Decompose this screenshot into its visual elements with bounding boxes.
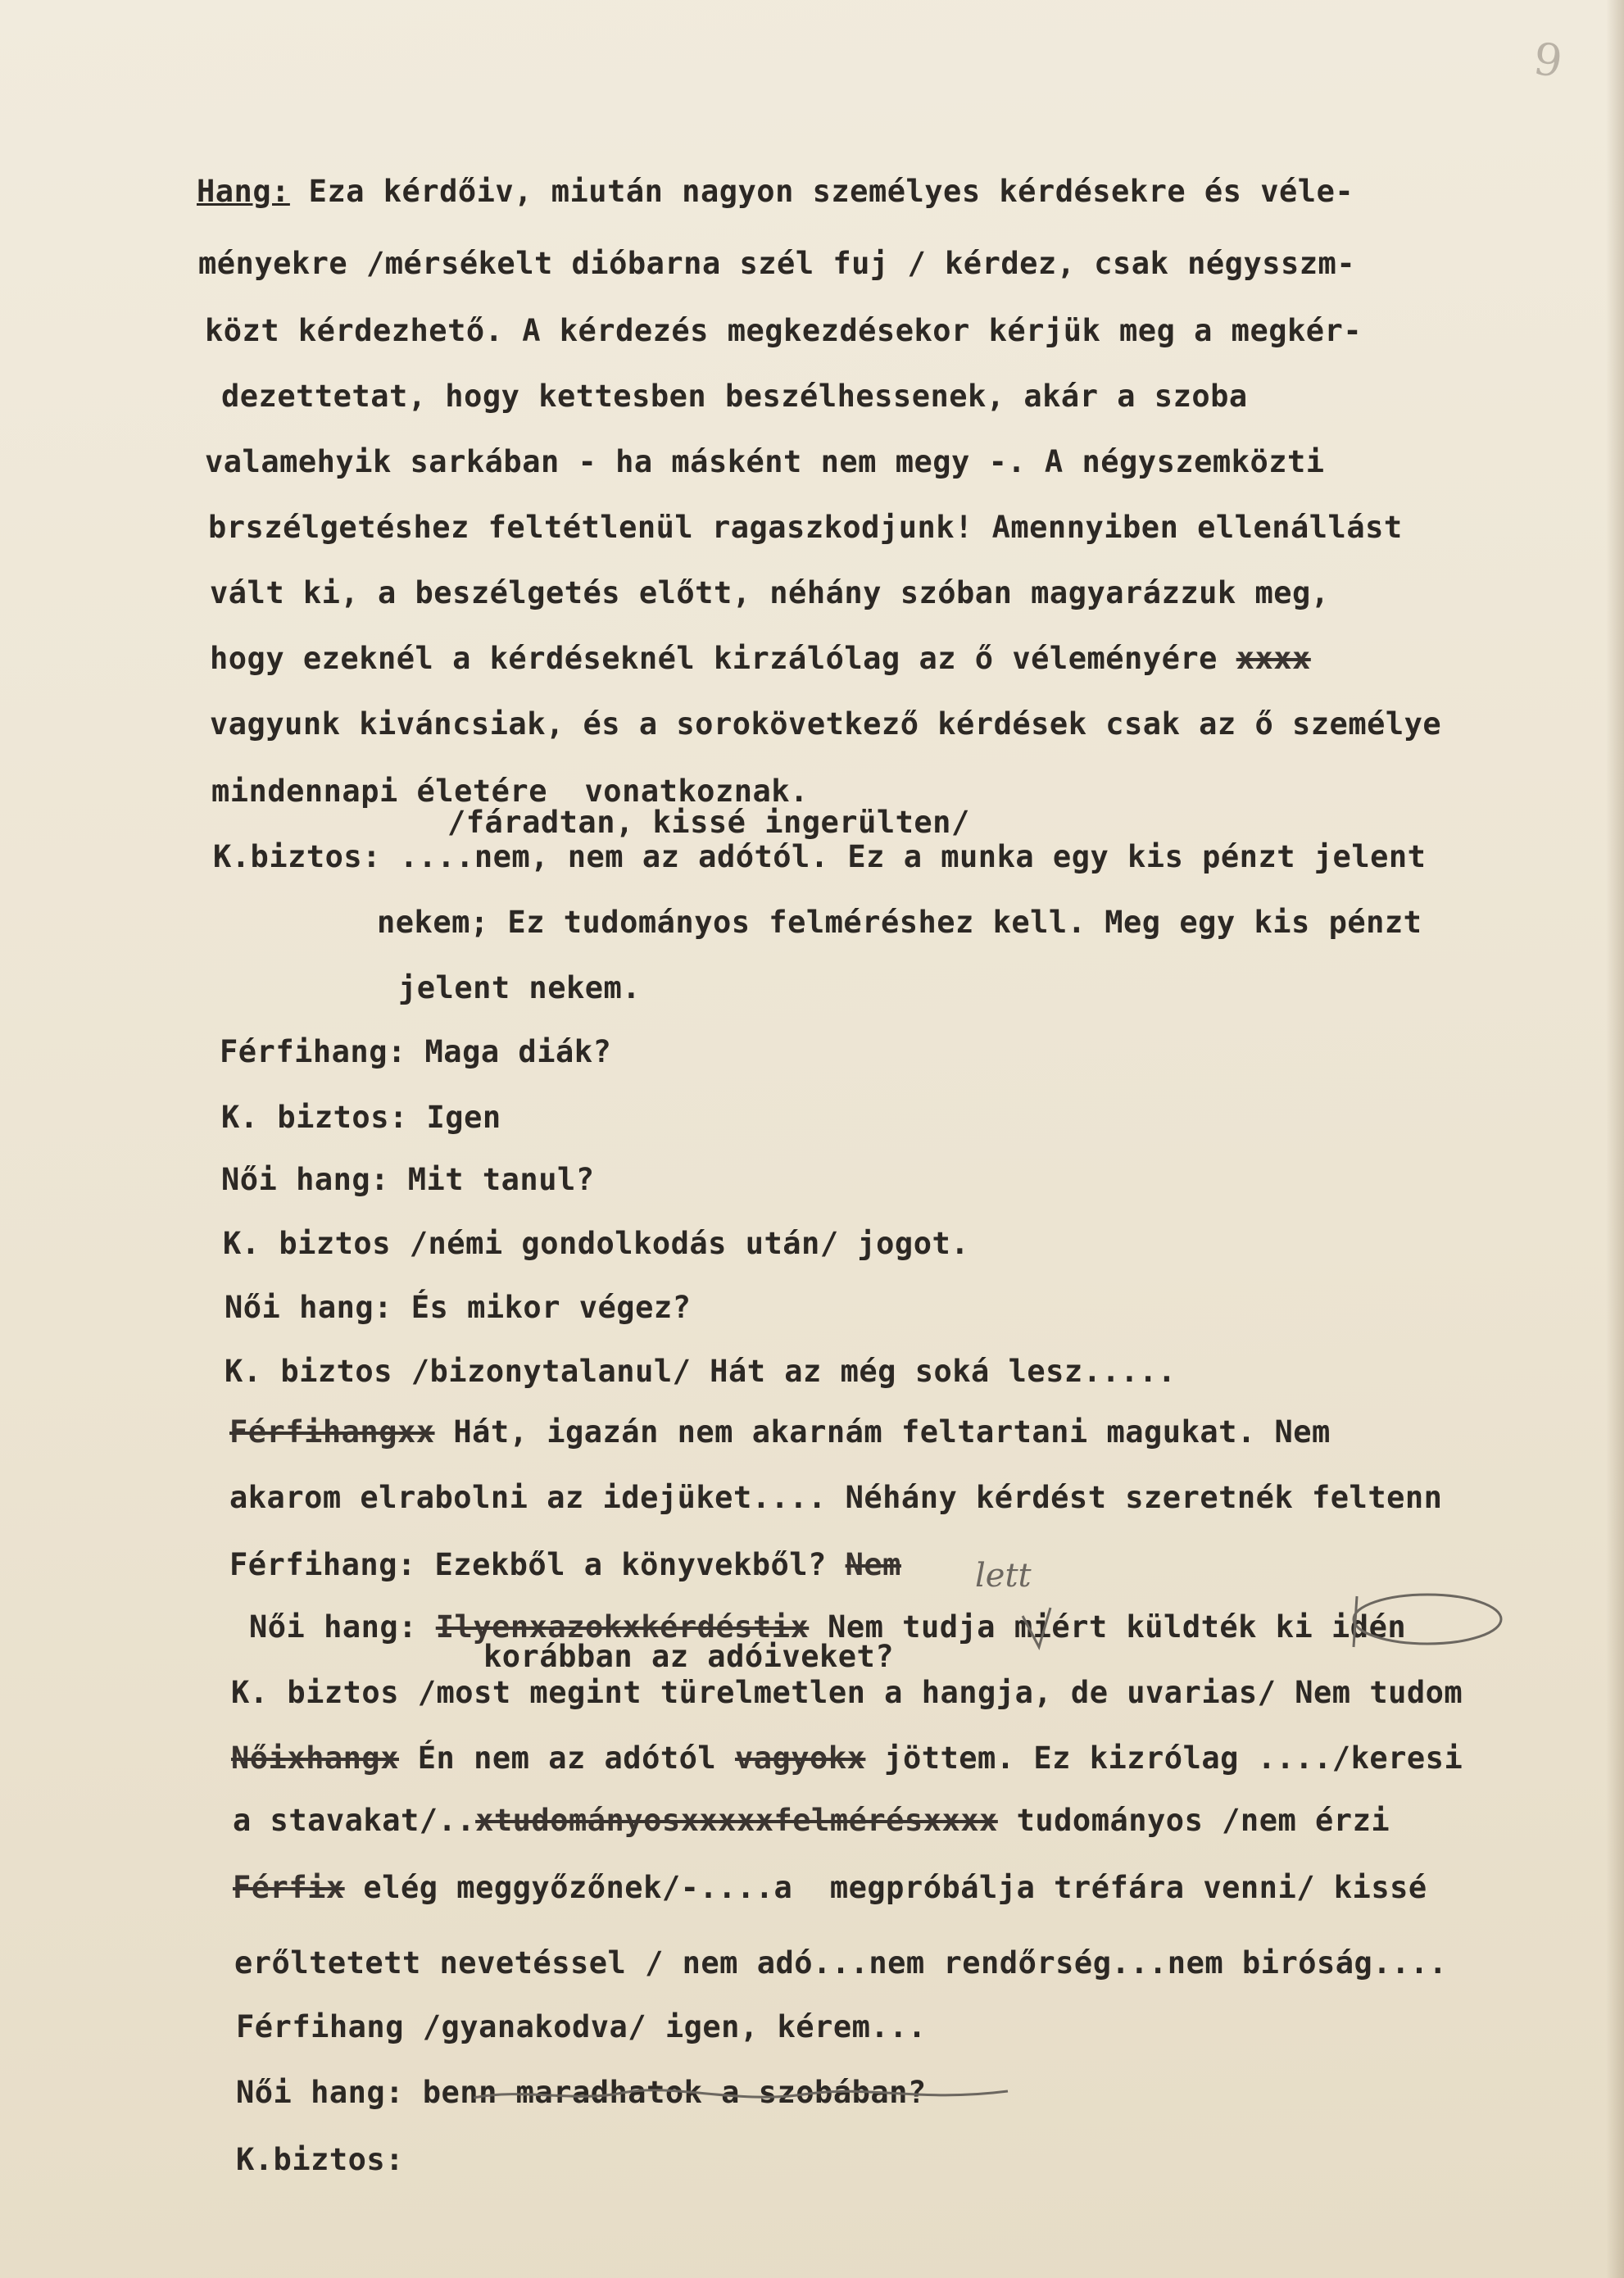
text-line: hogy ezeknél a kérdéseknél kirzálólag az ő véleményére xxxx [210, 641, 1311, 676]
text-line: jelent nekem. [398, 970, 642, 1005]
dialogue-line: Férfix elég meggyőzőnek/-....a megpróbálja tréfára venni/ kissé [233, 1870, 1427, 1905]
struck-text: Férfix [233, 1870, 345, 1905]
dialogue-line: Férfihang /gyanakodva/ igen, kérem... [236, 2009, 927, 2044]
wavy-strike-mark [474, 2090, 1008, 2098]
dialogue-line: Női hang: Ilyenxazokxkérdéstix Nem tudja miért küldték ki idén [249, 1609, 1407, 1645]
dialogue-line: K. biztos /bizonytalanul/ Hát az még soká lesz..... [225, 1354, 1177, 1389]
struck-text: vagyokx [734, 1740, 866, 1776]
dialogue-line: Női hang: benn maradhatok a szobában? [236, 2075, 927, 2110]
speaker-label: Hang: [197, 174, 290, 209]
struck-text: xxxx [1236, 641, 1311, 676]
struck-text: xtudományosxxxxxfelmérésxxxx [475, 1803, 998, 1838]
pencil-note: lett [975, 1557, 1032, 1595]
stage-direction: /fáradtan, kissé ingerülten/ [447, 805, 970, 840]
text-line: a stavakat/..xtudományosxxxxxfelmérésxxxx tudományos /nem érzi [233, 1803, 1390, 1838]
circle-mark [1354, 1595, 1501, 1644]
text-line: dezettetat, hogy kettesben beszélhessenek, akár a szoba [221, 379, 1248, 414]
text-line: valamehyik sarkában - ha másként nem megy -. A négyszemközti [205, 444, 1325, 479]
text-line: akarom elrabolni az idejüket.... Néhány kérdést szeretnék feltenn [229, 1480, 1443, 1515]
insertion-caret-mark [1023, 1608, 1050, 1647]
text-line: mindennapi életére vonatkoznak. [211, 774, 809, 809]
divider-mark [1354, 1596, 1357, 1647]
dialogue-line: K. biztos /most megint türelmetlen a hangja, de uvarias/ Nem tudom [231, 1675, 1463, 1710]
dialogue-line: Férfihangxx Hát, igazán nem akarnám feltartani magukat. Nem [229, 1414, 1331, 1450]
struck-text: Ilyenxazokxkérdéstix [435, 1609, 810, 1645]
dialogue-line: K. biztos: Igen [221, 1100, 501, 1135]
text-line: ményekre /mérsékelt dióbarna szél fuj / kérdez, csak négysszm- [198, 246, 1356, 281]
dialogue-line: K. biztos /némi gondolkodás után/ jogot. [223, 1226, 970, 1261]
text-line: vált ki, a beszélgetés előtt, néhány szóban magyarázzuk meg, [210, 575, 1330, 610]
page-number: 9 [1530, 32, 1566, 88]
dialogue-line: Nőixhangx Én nem az adótól vagyokx jöttem. Ez kizrólag ..../keresi [231, 1740, 1463, 1776]
text-line: nekem; Ez tudományos felméréshez kell. Meg egy kis pénzt [377, 905, 1422, 940]
dialogue-line: Férfihang: Maga diák? [220, 1034, 612, 1069]
text-line: korábban az adóiveket? [483, 1639, 895, 1674]
text-line: erőltetett nevetéssel / nem adó...nem rendőrség...nem biróság.... [234, 1945, 1448, 1981]
text-line: Hang: Eza kérdőiv, miután nagyon személyes kérdésekre és véle- [197, 174, 1354, 209]
text-line: brszélgetéshez feltétlenül ragaszkodjunk! Amennyiben ellenállást [208, 510, 1403, 545]
struck-text: Nőixhangx [231, 1740, 399, 1776]
text-line: vagyunk kiváncsiak, és a sorokövetkező kérdések csak az ő személye [210, 706, 1442, 742]
struck-text: Nem [845, 1547, 901, 1582]
dialogue-line: Női hang: Mit tanul? [221, 1162, 595, 1197]
text-line: közt kérdezhető. A kérdezés megkezdésekor kérjük meg a megkér- [205, 313, 1363, 348]
dialogue-line: Férfihang: Ezekből a könyvekből? Nem [229, 1547, 901, 1582]
dialogue-line: K.biztos: [236, 2142, 404, 2177]
dialogue-line: Női hang: És mikor végez? [225, 1290, 692, 1325]
text-line: K.biztos: ....nem, nem az adótól. Ez a munka egy kis pénzt jelent [213, 839, 1427, 874]
struck-text: Férfihangxx [229, 1414, 435, 1450]
